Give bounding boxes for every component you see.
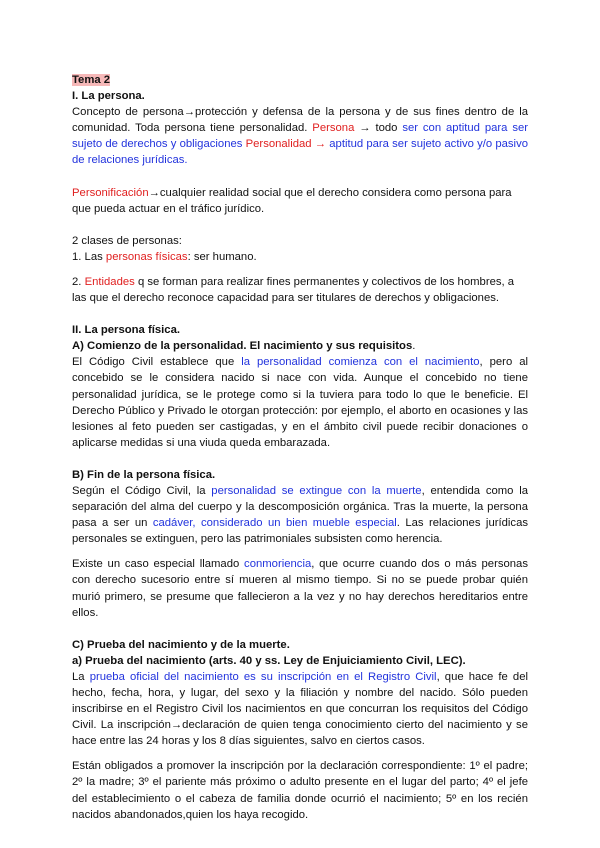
section-2c-subtitle-text: a) Prueba del nacimiento (arts. 40 y ss. Ley de Enjuiciamiento Civil, LEC). [72, 654, 466, 667]
term-personificacion: Personificación [72, 186, 149, 199]
personalidad-definition: aptitud para ser sujeto activo y/o pasivo de relaciones jurídicas [72, 138, 529, 167]
person-classes-intro: 2 clases de personas: [72, 234, 182, 247]
personality-ends-phrase: personalidad se extingue con la muerte [211, 484, 422, 497]
term-personas-fisicas: personas físicas [105, 250, 188, 263]
topic-label: Tema 2 [72, 74, 111, 86]
birth-proof-phrase: prueba oficial del nacimiento es su inscripción en el Registro Civil [89, 670, 437, 683]
section-2c-title-text: C) Prueba del nacimiento y de la muerte. [72, 638, 290, 651]
section-2b-title-text: B) Fin de la persona física. [72, 468, 216, 481]
section-2b-title [72, 467, 528, 483]
cadaver-phrase: cadáver, considerado un bien mueble especial [152, 517, 397, 530]
section-1-title [72, 88, 528, 104]
section-2a-title: A) Comienzo de la personalidad. El nacimiento y sus requisitos. [72, 340, 416, 353]
person-class-1: 1. Las personas físicas: ser humano. [72, 250, 257, 263]
persona-definition-paragraph: Concepto de persona→protección y defensa de la persona y de sus fines dentro de la comunidad. Toda persona tiene personalidad. Persona → todo ser con aptitud para ser sujeto de derechos y obligaciones Personalidad → aptitud para ser sujeto activo y/o pasivo de relaciones jurídicas. [72, 106, 529, 167]
section-2c-paragraph-1: La prueba oficial del nacimiento es su inscripción en el Registro Civil, que hace fe del hecho, fecha, hora, y lugar, del sexo y la filiación y nombre del nacido. Sólo pueden inscribirse en el Registro Civil los nacimientos en que concurran los requisitos del Código Civil. La inscripción→declaración de quien tenga conocimiento cierto del nacimiento y se hace entre las 24 horas y los 8 días siguientes, salvo en ciertos casos. [72, 670, 528, 748]
term-entidades: Entidades [84, 275, 135, 288]
document-page [72, 72, 528, 823]
section-2a-paragraph: El Código Civil establece que la personalidad comienza con el nacimiento, pero al concebido se le considera nacido si nace con vida. Aunque el concebido no tiene personalidad jurídica, se le protege como si la tuviera para todo lo que le beneficie. El Derecho Público y Privado le otorgan protección: por ejemplo, el aborto en ocasiones y las lesiones al feto pueden ser castigadas, y en el ámbito civil puede recibir donaciones o aplicarse medidas si una viuda queda embarazada. [72, 356, 528, 449]
person-class-2: 2. Entidades q se forman para realizar fines permanentes y colectivos de los hombres, a las que el derecho reconoce capacidad para ser titulares de derechos y obligaciones. [72, 275, 515, 305]
topic-heading [72, 72, 528, 88]
section-1-title-text: I. La persona. [72, 90, 145, 103]
term-conmoriencia: conmoriencia [244, 558, 312, 571]
section-2b-paragraph-2: Existe un caso especial llamado conmoriencia, que ocurre cuando dos o más personas con derecho sucesorio entre sí mueren al mismo tiempo. Si no se puede probar quién murió primero, se presume que fallecieron a la vez y no hay derechos hereditarios entre ellos. [72, 558, 528, 619]
term-persona: Persona [312, 122, 355, 135]
section-2-title [72, 322, 528, 338]
term-personalidad: Personalidad [245, 138, 312, 151]
section-2-title-text: II. La persona física. [72, 324, 180, 337]
section-2c-paragraph-2: Están obligados a promover la inscripción por la declaración correspondiente: 1º el padre; 2º la madre; 3º el pariente más próximo o adulto presente en el lugar del parto; 4º el jefe del establecimiento o el cabeza de familia donde ocurrió el nacimiento; 5º en los recién nacidos abandonados,quien los haya recogido. [72, 760, 528, 821]
persona-definition: ser con aptitud para ser sujeto de derechos y obligaciones [72, 122, 529, 151]
personality-begins-phrase: la personalidad comienza con el nacimiento [241, 356, 480, 369]
personificacion-paragraph: Personificación→cualquier realidad social que el derecho considera como persona para que pueda actuar en el tráfico jurídico. [72, 186, 512, 215]
section-2c-title [72, 637, 528, 653]
section-2b-paragraph-1: Según el Código Civil, la personalidad se extingue con la muerte, entendida como la separación del alma del cuerpo y la descomposición orgánica. Tras la muerte, la persona pasa a ser un cadáver, considerado un bien mueble especial. Las relaciones jurídicas personales se extinguen, pero las patrimoniales subsisten como herencia. [72, 484, 529, 546]
section-2c-subtitle [72, 653, 528, 669]
